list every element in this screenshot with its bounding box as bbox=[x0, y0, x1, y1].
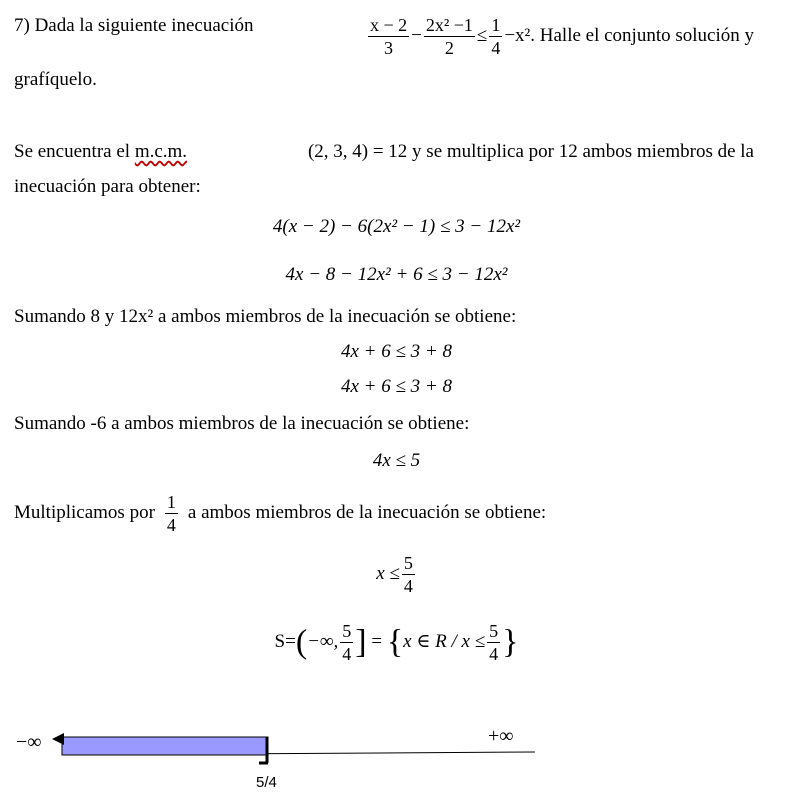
problem-line2: grafíquelo. bbox=[14, 69, 97, 90]
left-arrow-icon bbox=[52, 733, 64, 745]
neg-infinity-label: −∞ bbox=[16, 731, 42, 753]
step3-text: Sumando -6 a ambos miembros de la inecuación se obtiene: bbox=[14, 413, 470, 434]
solution-set: S=(−∞, $\frac{5}{4}$ ] = {x ∈ R / x ≤ $\frac{5}{4}$ } bbox=[274, 621, 519, 664]
problem-tail: −x². Halle el conjunto solución y bbox=[504, 24, 754, 46]
number-line-graph bbox=[0, 715, 793, 795]
solution-region bbox=[62, 737, 268, 755]
pos-infinity-label: +∞ bbox=[488, 725, 514, 747]
fraction-5-over-4: $\frac{5}{4}$ bbox=[403, 553, 413, 596]
equation-5: 4x ≤ 5 bbox=[372, 450, 421, 471]
fraction-1-over-4: $\frac{1}{4}$ bbox=[491, 15, 501, 58]
fraction-5-over-4-set: $\frac{5}{4}$ bbox=[489, 621, 499, 664]
fraction-x-minus-2-over-3: $\frac{x - 2}{3}$ bbox=[369, 15, 408, 58]
step1-line2: inecuación para obtener: bbox=[14, 176, 201, 197]
equation-1: 4(x − 2) − 6(2x² − 1) ≤ 3 − 12x² bbox=[272, 216, 521, 237]
fraction-1-over-4-b: $\frac{1}{4}$ bbox=[166, 491, 176, 535]
fraction-2x2-minus-1-over-2: $\frac{\text{2x² −1}}{2}$ bbox=[425, 15, 473, 58]
fraction-5-over-4-interval: $\frac{5}{4}$ bbox=[342, 621, 352, 664]
step4-text: Multiplicamos por $\frac{1}{4}$ a ambos miembros de la inecuación se obtiene: bbox=[14, 491, 547, 535]
equation-3: 4x + 6 ≤ 3 + 8 bbox=[340, 341, 452, 362]
problem-prefix: 7) Dada la siguiente inecuación bbox=[14, 15, 254, 36]
problem-expression: $\frac{x - 2}{3}$ − $\frac{\text{2x² −1}}{2}$ ≤ $\frac{1}{4}$ −x². Halle el conjunto solución y bbox=[369, 15, 754, 58]
mcm-abbrev: m.c.m. bbox=[134, 141, 188, 162]
problem-statement bbox=[14, 14, 754, 59]
equation-2: 4x − 8 − 12x² + 6 ≤ 3 − 12x² bbox=[285, 264, 508, 285]
equation-6: x ≤ $\frac{5}{4}$ bbox=[376, 553, 413, 596]
endpoint-label: 5/4 bbox=[256, 774, 277, 791]
step2-text: Sumando 8 y 12x² a ambos miembros de la inecuación se obtiene: bbox=[14, 306, 517, 327]
step1-line1: Se encuentra el m.c.m. (2, 3, 4) = 12 y se multiplica por 12 ambos miembros de la bbox=[14, 141, 754, 162]
equation-4: 4x + 6 ≤ 3 + 8 bbox=[340, 376, 452, 397]
